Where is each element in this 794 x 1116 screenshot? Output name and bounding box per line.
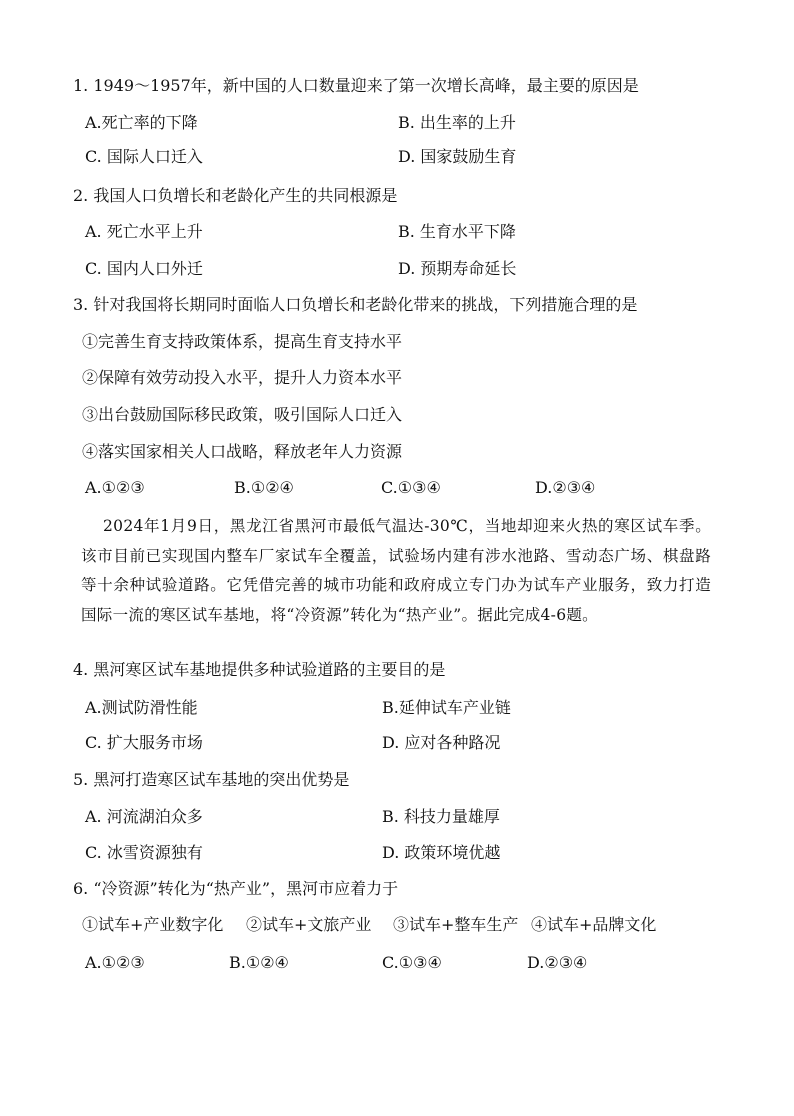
question-5-option-b: B. 科技力量雄厚 [382,807,500,826]
question-3-option-a: A.①②③ [85,478,145,497]
question-5-option-d: D. 政策环境优越 [382,843,501,862]
question-1-option-d: D. 国家鼓励生育 [398,147,517,166]
question-5-stem: 5. 黑河打造寒区试车基地的突出优势是 [73,770,350,789]
question-2-stem: 2. 我国人口负增长和老龄化产生的共同根源是 [73,186,398,205]
question-6-option-d: D.②③④ [527,953,588,972]
question-3-statement-2: ②保障有效劳动投入水平，提升人力资本水平 [82,368,403,387]
question-5-option-c: C. 冰雪资源独有 [85,843,203,862]
question-4-option-b: B.延伸试车产业链 [382,698,511,717]
question-1-option-c: C. 国际人口迁入 [85,147,203,166]
question-2-option-b: B. 生育水平下降 [398,222,516,241]
question-3-statement-4: ④落实国家相关人口战略，释放老年人力资源 [82,442,403,461]
question-3-option-d: D.②③④ [535,478,596,497]
question-1-option-a: A.死亡率的下降 [85,113,198,132]
question-5-option-a: A. 河流湖泊众多 [85,807,203,826]
question-3-option-b: B.①②④ [234,478,294,497]
question-2-option-c: C. 国内人口外迁 [85,259,203,278]
question-4-stem: 4. 黑河寒区试车基地提供多种试验道路的主要目的是 [73,660,446,679]
question-6-statement-3: ③试车+整车生产 [393,915,519,934]
question-6-option-a: A.①②③ [85,953,145,972]
question-3-option-c: C.①③④ [381,478,441,497]
question-3-statement-1: ①完善生育支持政策体系，提高生育支持水平 [82,332,403,351]
question-6-statement-4: ④试车+品牌文化 [531,915,657,934]
question-4-option-d: D. 应对各种路况 [382,733,501,752]
question-6-option-c: C.①③④ [382,953,442,972]
reading-passage: 2024年1月9日，黑龙江省黑河市最低气温达-30℃，当地却迎来火热的寒区试车季。该市目前已实现国内整车厂家试车全覆盖，试验场内建有涉水池路、雪动态广场、棋盘路等十余种试验道路。它凭借完善的城市功能和政府成立专门办为试车产业服务，致力打造国际一流的寒区试车基地，将“冷资源”转化为“热产业”。据此完成4-6题。 [81,517,711,624]
question-3-stem: 3. 针对我国将长期同时面临人口负增长和老龄化带来的挑战，下列措施合理的是 [73,295,638,314]
question-4-option-a: A.测试防滑性能 [85,698,198,717]
question-3-statement-3: ③出台鼓励国际移民政策，吸引国际人口迁入 [82,405,403,424]
question-2-option-a: A. 死亡水平上升 [85,222,203,241]
question-2-option-d: D. 预期寿命延长 [398,259,517,278]
question-6-statement-2: ②试车+文旅产业 [246,915,372,934]
question-6-stem: 6. “冷资源”转化为“热产业”，黑河市应着力于 [73,879,399,898]
question-1-stem: 1. 1949～1957年，新中国的人口数量迎来了第一次增长高峰，最主要的原因是 [73,76,639,95]
question-1-option-b: B. 出生率的上升 [398,113,516,132]
question-4-option-c: C. 扩大服务市场 [85,733,203,752]
question-6-statement-1: ①试车+产业数字化 [82,915,224,934]
question-6-option-b: B.①②④ [229,953,289,972]
